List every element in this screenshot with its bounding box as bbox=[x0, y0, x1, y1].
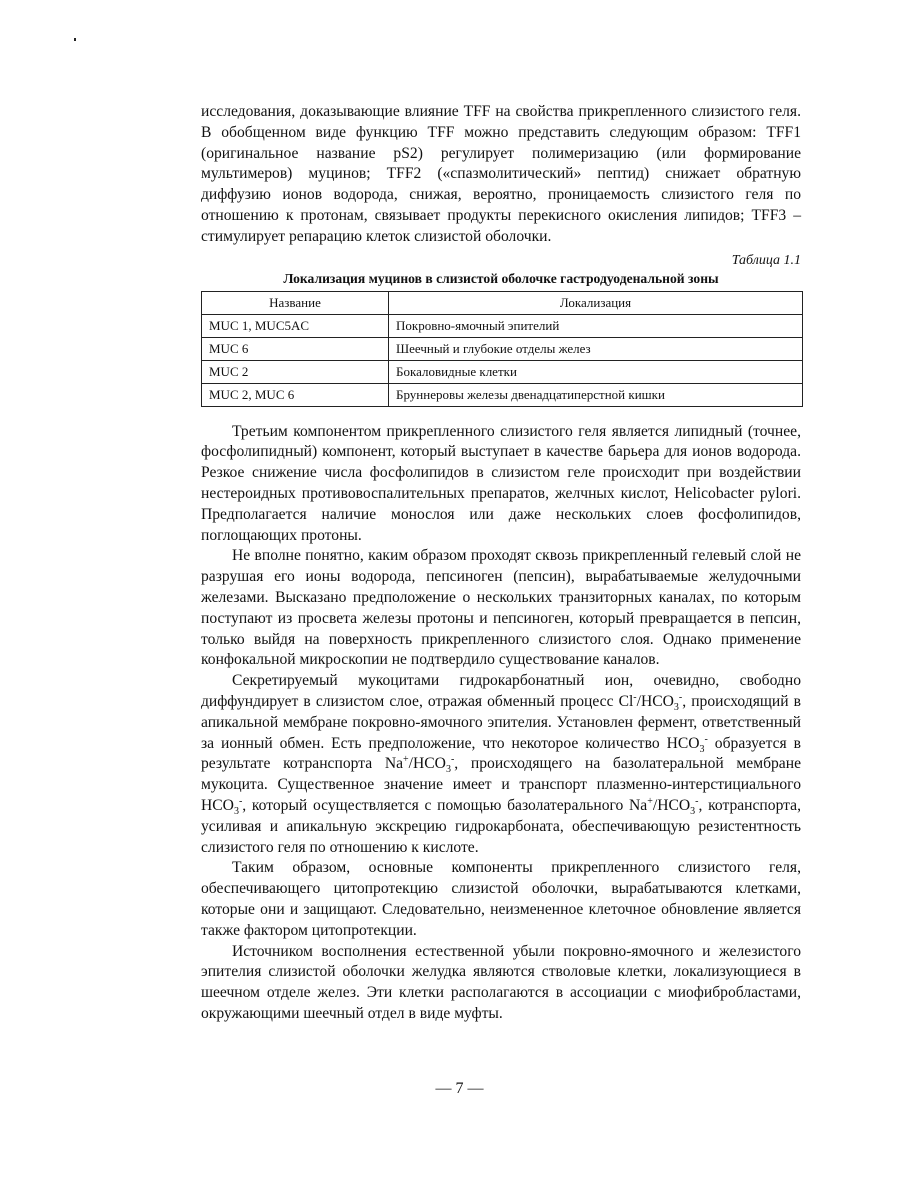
cell-mucin: MUC 2, MUC 6 bbox=[202, 383, 389, 406]
paragraph-tff: исследования, доказывающие влияние TFF на свойства прикрепленного слизистого геля. В обобщенном виде функцию TFF можно представить следующим образом: TFF1 (оригинальное название pS2) регулирует полимеризацию (или формирование мультимеров) муцинов; TFF2 («спазмолитический» пептид) снижает обратную диффузию ионов водорода, снижая, вероятно, проницаемость слизистого геля по отношению к протонам, связывает продукты перекисного окисления липидов; TFF3 – стимулирует репарацию клеток слизистой оболочки. bbox=[201, 103, 801, 245]
page-number-dash: — bbox=[435, 1080, 452, 1097]
cell-mucin: MUC 1, MUC5AC bbox=[202, 314, 389, 337]
superscript: - bbox=[704, 733, 708, 745]
scan-speck bbox=[74, 38, 76, 41]
header-name: Название bbox=[202, 291, 389, 314]
superscript: - bbox=[238, 795, 243, 807]
table-row bbox=[202, 337, 803, 360]
cell-mucin: MUC 2 bbox=[202, 360, 389, 383]
header-location: Локализация bbox=[389, 291, 803, 314]
text-run: Секретируемый мукоцитами гидрокарбонатный ион, очевидно, свободно диффундирует в слизистом слое, отражая обменный процесс Cl bbox=[201, 672, 801, 710]
text-run: , котранспорта, усиливая и апикальную экскрецию гидрокарбоната, обеспечивающую резистентность слизистого геля по отношению к кислоте. bbox=[201, 796, 801, 856]
paragraph-lipid: Третьим компонентом прикрепленного слизистого геля является липидный (точнее, фосфолипидный) компонент, который выступает в качестве барьера для ионов водорода. Резкое снижение числа фосфолипидов в слизистом геле происходит при воздействии нестероидных противовоспалительных препаратов, желчных кислот, Helicobacter pylori. Предполагается наличие монослоя или даже нескольких слоев фосфолипидов, поглощающих протоны. bbox=[201, 422, 801, 544]
text-run: /HCO bbox=[652, 796, 691, 814]
table-row bbox=[202, 383, 803, 406]
text-run: /HCO bbox=[408, 755, 446, 773]
paragraph-stem-cells: Источником восполнения естественной убыли покровно-ямочного и железистого эпителия слизистой оболочки желудка являются стволовые клетки, локализующиеся в шеечном отделе желез. Эти клетки располагаются в ассоциации с миофибробластами, окружающими шеечный отдел в виде муфты. bbox=[201, 942, 801, 1022]
paragraph-summary: Таким образом, основные компоненты прикрепленного слизистого геля, обеспечивающего цитопротекцию слизистой оболочки, вырабатываются клетками, которые они и защищают. Следовательно, неизмененное клеточное обновление является также фактором цитопротекции. bbox=[201, 859, 801, 939]
page-number bbox=[0, 1080, 919, 1098]
page-body bbox=[201, 102, 801, 1025]
superscript: - bbox=[450, 754, 455, 766]
cell-location: Бруннеровы железы двенадцатиперстной кишки bbox=[389, 383, 803, 406]
subscript: 3 bbox=[445, 764, 451, 776]
text-run: , происходящий в апикальной мембране покровно-ямочного эпителия. Установлен фермент, ответственный за ионный обмен. Есть предположение, что некоторое количество HCO bbox=[201, 692, 801, 752]
cell-location: Шеечный и глубокие отделы желез bbox=[389, 337, 803, 360]
page-number-dash: — bbox=[467, 1080, 484, 1097]
mucin-table bbox=[201, 291, 803, 407]
subscript: 3 bbox=[233, 806, 239, 818]
text-run: , который осуществляется с помощью базолатерального Na bbox=[242, 796, 648, 814]
superscript: + bbox=[403, 754, 409, 766]
table-header-row bbox=[202, 291, 803, 314]
table-row bbox=[202, 360, 803, 383]
superscript: - bbox=[695, 795, 699, 807]
table-title: Локализация муцинов в слизистой оболочке гастродуоденальной зоны bbox=[283, 270, 719, 286]
text-run: /HCO bbox=[636, 692, 674, 710]
superscript: - bbox=[633, 691, 637, 703]
text-run: , происходящего на базолатеральной мембране мукоцита. Существенное значение имеет и транспорт плазменно-интерстициального HCO bbox=[201, 755, 801, 814]
page-number-value: 7 bbox=[455, 1080, 464, 1097]
subscript: 3 bbox=[690, 806, 696, 818]
table-number: Таблица 1.1 bbox=[731, 252, 801, 268]
superscript: - bbox=[678, 691, 683, 703]
subscript: 3 bbox=[673, 702, 679, 714]
cell-location: Бокаловидные клетки bbox=[389, 360, 803, 383]
subscript: 3 bbox=[699, 743, 705, 755]
cell-mucin: MUC 6 bbox=[202, 337, 389, 360]
cell-location: Покровно-ямочный эпителий bbox=[389, 314, 803, 337]
table-row bbox=[202, 314, 803, 337]
text-run: образуется в результате котранспорта Na bbox=[201, 734, 801, 773]
superscript: + bbox=[647, 795, 653, 807]
paragraph-channels: Не вполне понятно, каким образом проходят сквозь прикрепленный гелевый слой не разрушая его ионы водорода, пепсиноген (пепсин), вырабатываемые желудочными железами. Высказано предположение о нескольких транзиторных каналах, по которым поступают из просвета железы протоны и пепсиноген, который превращается в пепсин, только выйдя на поверхность прикрепленного слизистого слоя. Однако применение конфокальной микроскопии не подтвердило существование каналов. bbox=[201, 547, 801, 669]
paragraph-bicarbonate bbox=[201, 671, 801, 858]
